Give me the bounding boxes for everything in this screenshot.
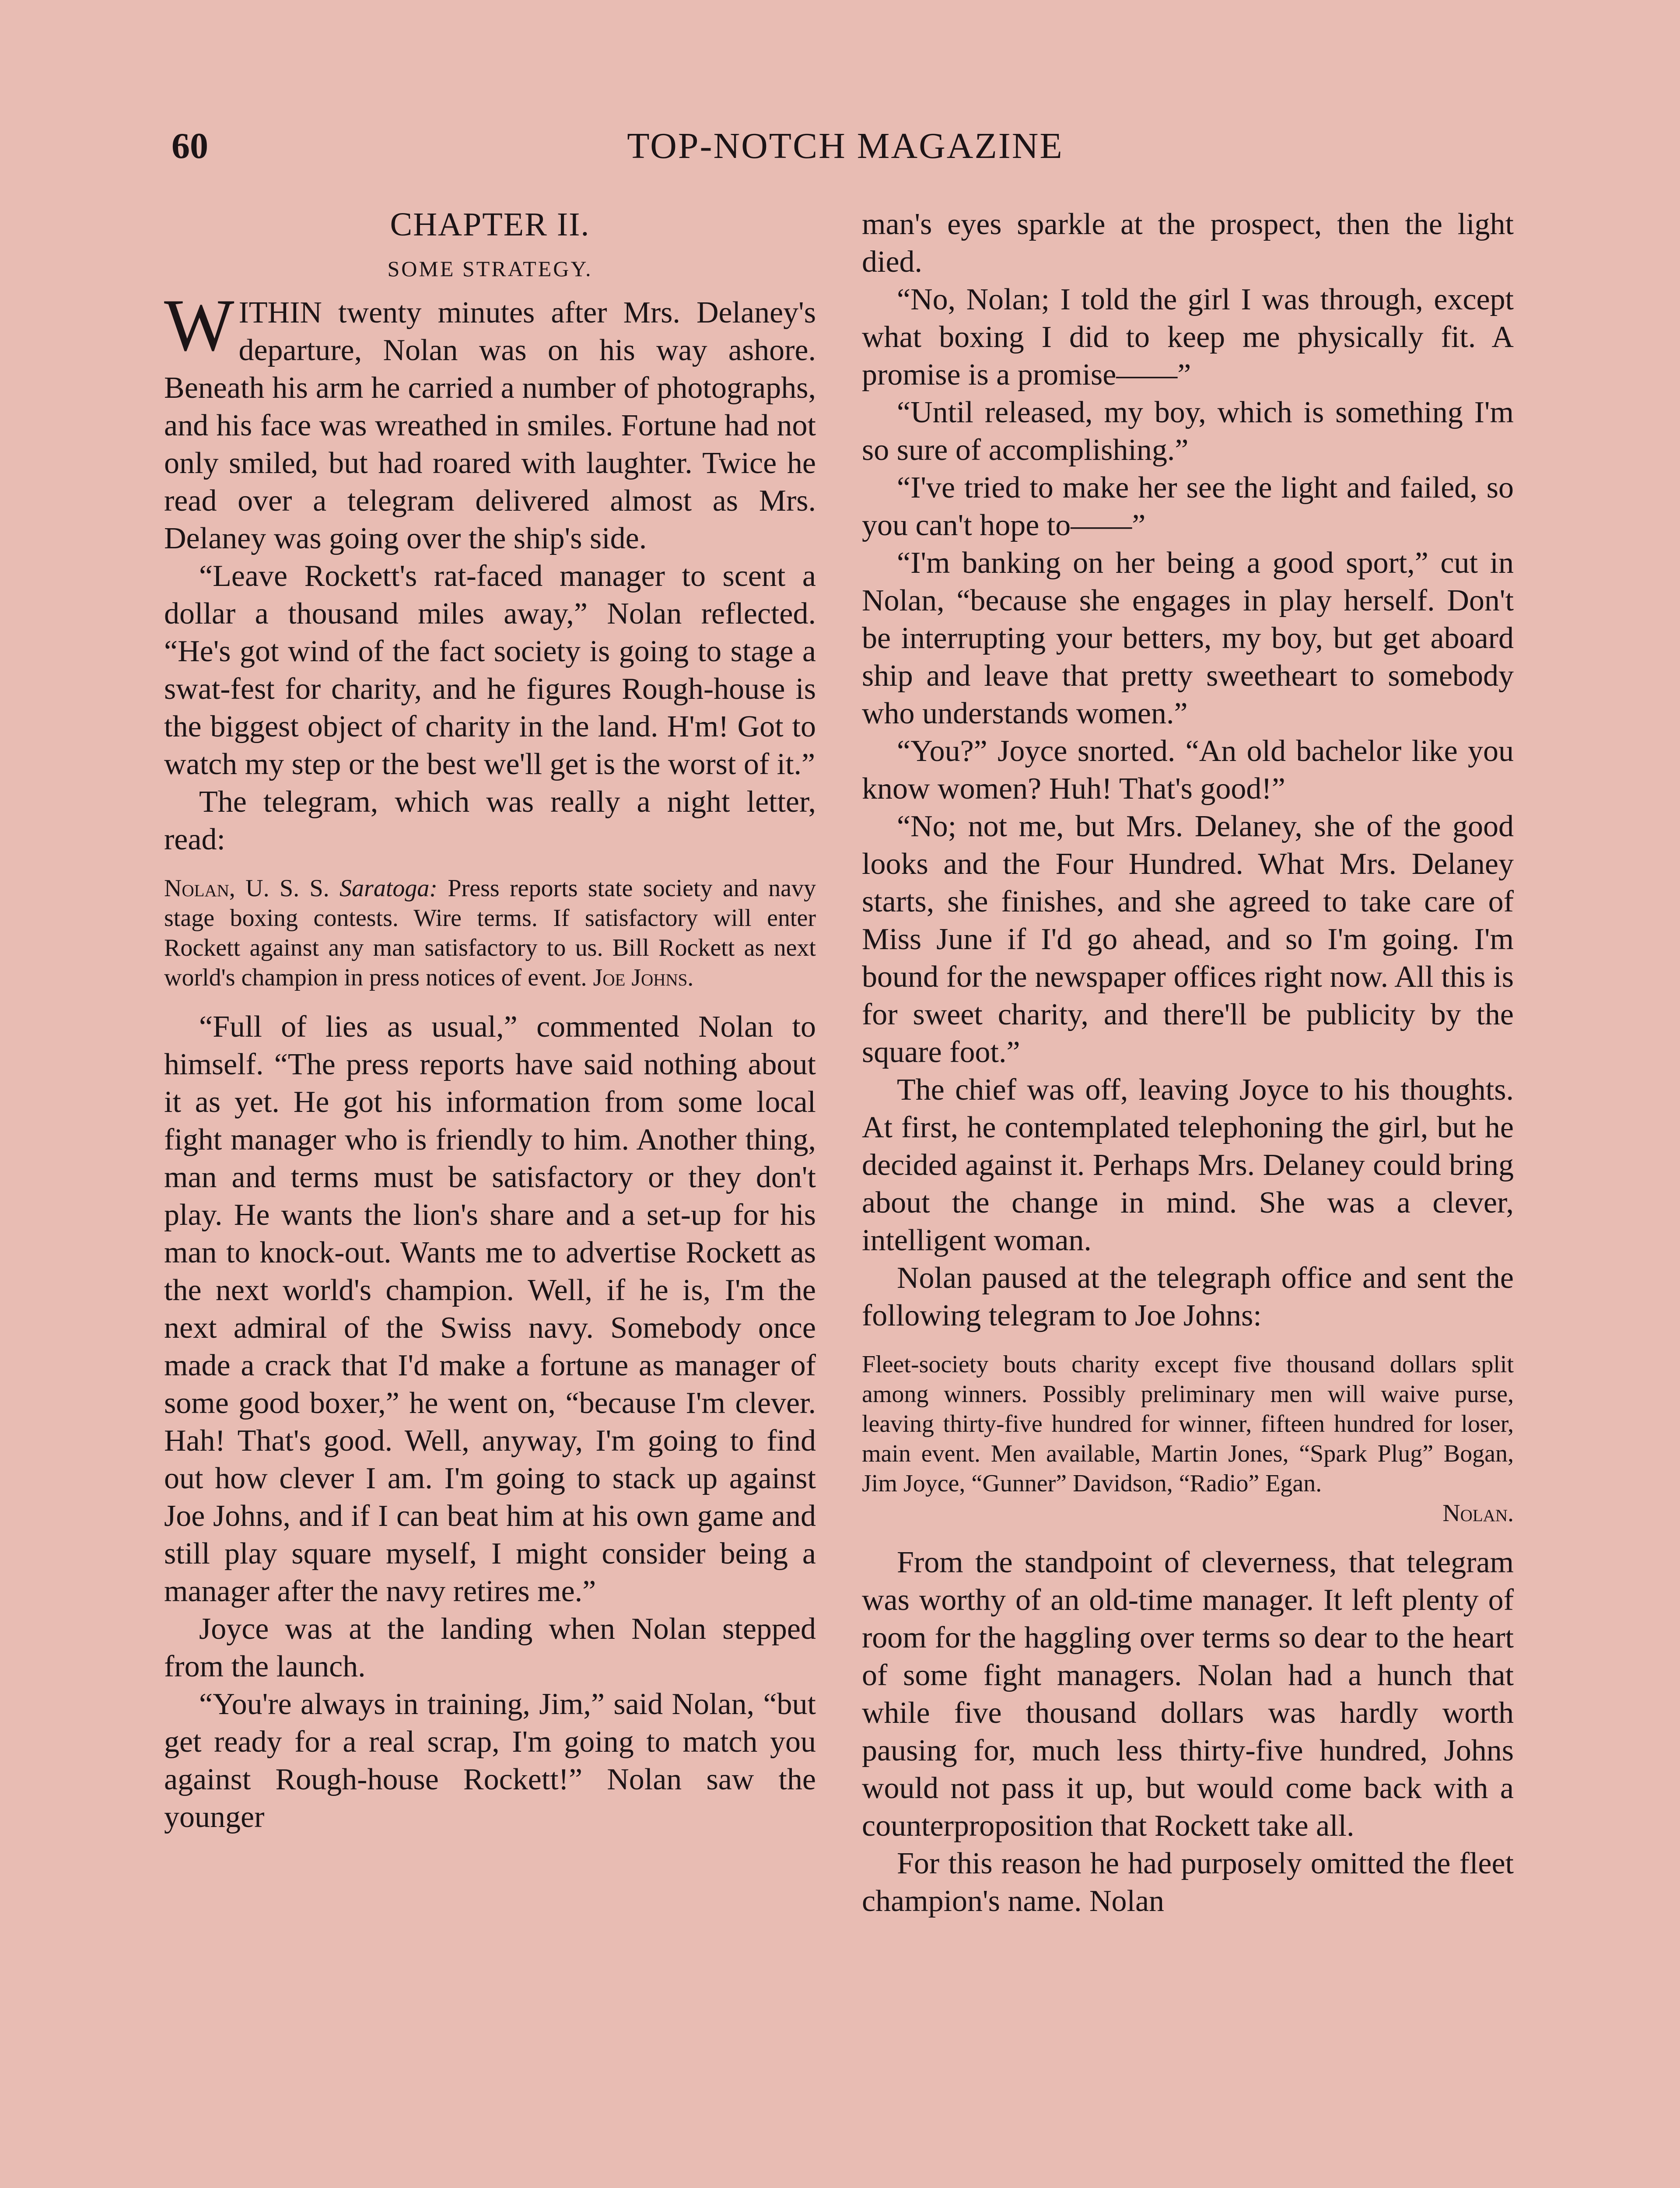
paragraph <box>164 284 816 558</box>
telegram-signature: Joe Johns. <box>593 964 694 991</box>
paragraph: For this reason he had purposely omitted the fleet champion's name. Nolan <box>862 1847 1514 1918</box>
telegram-from-johns <box>164 873 816 992</box>
telegram-addressee: Nolan, U. S. S. <box>164 875 329 902</box>
paragraph: Nolan paused at the telegraph office and sent the following telegram to Joe Johns: <box>862 1261 1514 1332</box>
paragraph: Joyce was at the landing when Nolan stepped from the launch. <box>164 1612 816 1683</box>
telegram-ship-name: Saratoga: <box>340 875 438 902</box>
paragraph: man's eyes sparkle at the prospect, then the light died. <box>862 207 1514 279</box>
paragraph: “I'm banking on her being a good sport,” cut in Nolan, “because she engages in play herself. Don't be interrupting your betters, my boy, but get aboard ship and leave that pretty sweetheart to somebody who understands women.” <box>862 546 1514 730</box>
paragraph: “Full of lies as usual,” commented Nolan to himself. “The press reports have said nothing about it as yet. He got his information from some local fight manager who is friendly to him. Another thing, man and terms must be satisfactory or they don't play. He wants the lion's share and a set-up for his man to knock-out. Wants me to advertise Rockett as the next world's champion. Well, if he is, I'm the next admiral of the Swiss navy. Somebody once made a crack that I'd make a fortune as manager of some good boxer,” he went on, “because I'm clever. Hah! That's good. Well, anyway, I'm going to find out how clever I am. I'm going to stack up against Joe Johns, and if I can beat him at his own game and still play square myself, I might consider being a manager after the navy retires me.” <box>164 1010 816 1608</box>
paragraph: “You're always in training, Jim,” said Nolan, “but get ready for a real scrap, I'm going to match you against Rough-house Rockett!” Nolan saw the younger <box>164 1687 816 1834</box>
page-header <box>172 125 1519 173</box>
page-number: 60 <box>172 126 208 166</box>
right-column <box>862 206 1514 1920</box>
paragraph: “No, Nolan; I told the girl I was through, except what boxing I did to keep me physically fit. A promise is a promise——” <box>862 283 1514 392</box>
paragraph: “You?” Joyce snorted. “An old bachelor like you know women? Huh! That's good!” <box>862 734 1514 806</box>
paragraph: “No; not me, but Mrs. Delaney, she of the good looks and the Four Hundred. What Mrs. Delaney starts, she finishes, and she agreed to take care of Miss June if I'd go ahead, and so I'm going. I'm bound for the newspaper offices right now. All this is for sweet charity, and there'll be publicity by the square foot.” <box>862 810 1514 1069</box>
chapter-subtitle: SOME STRATEGY. <box>387 256 593 281</box>
paragraph: The telegram, which was really a night letter, read: <box>164 785 816 856</box>
left-column <box>164 206 816 1836</box>
telegram-body: Press reports state society and navy stage boxing contests. Wire terms. If satisfactory will enter Rockett against any man satisfactory to us. Bill Rockett as next world's champion in press notices of event. <box>164 875 816 991</box>
paragraph: “Leave Rockett's rat-faced manager to scent a dollar a thousand miles away,” Nolan reflected. “He's got wind of the fact society is going to stage a swat-fest for charity, and he figures Rough-house is the biggest object of charity in the land. H'm! Got to watch my step or the best we'll get is the worst of it.” <box>164 559 816 781</box>
paragraph: “Until released, my boy, which is something I'm so sure of accomplishing.” <box>862 396 1514 467</box>
paragraph: The chief was off, leaving Joyce to his thoughts. At first, he contemplated telephoning the girl, but he decided against it. Perhaps Mrs. Delaney could bring about the change in mind. She was a clever, intelligent woman. <box>862 1073 1514 1257</box>
telegram-body: Fleet-society bouts charity except five thousand dollars split among winners. Possibly preliminary men will waive purse, leaving thirty-five hundred for winner, fifteen hundred for loser, main event. Men available, Martin Jones, “Spark Plug” Bogan, Jim Joyce, “Gunner” Davidson, “Radio” Egan. <box>862 1351 1514 1497</box>
paragraph: From the standpoint of cleverness, that telegram was worthy of an old-time manager. It left plenty of room for the haggling over terms so dear to the heart of some fight managers. Nolan had a hunch that while five thousand dollars was hardly worth pausing for, much less thirty-five hundred, Johns would not pass it up, but would come back with a counterproposition that Rockett take all. <box>862 1546 1514 1843</box>
telegram-from-nolan <box>862 1350 1514 1528</box>
paragraph: “I've tried to make her see the light and failed, so you can't hope to——” <box>862 471 1514 542</box>
chapter-title: CHAPTER II. <box>390 206 590 243</box>
running-head: TOP-NOTCH MAGAZINE <box>627 126 1064 166</box>
telegram-signature: Nolan. <box>1442 1500 1514 1527</box>
paragraph-text: ITHIN twenty minutes after Mrs. Delaney's departure, Nolan was on his way ashore. Beneath his arm he carried a number of photographs, and his face was wreathed in smiles. Fortune had not only smiled, but had roared with laughter. Twice he read over a telegram delivered almost as Mrs. Delaney was going over the ship's side. <box>164 296 816 555</box>
drop-cap: W <box>164 284 234 366</box>
